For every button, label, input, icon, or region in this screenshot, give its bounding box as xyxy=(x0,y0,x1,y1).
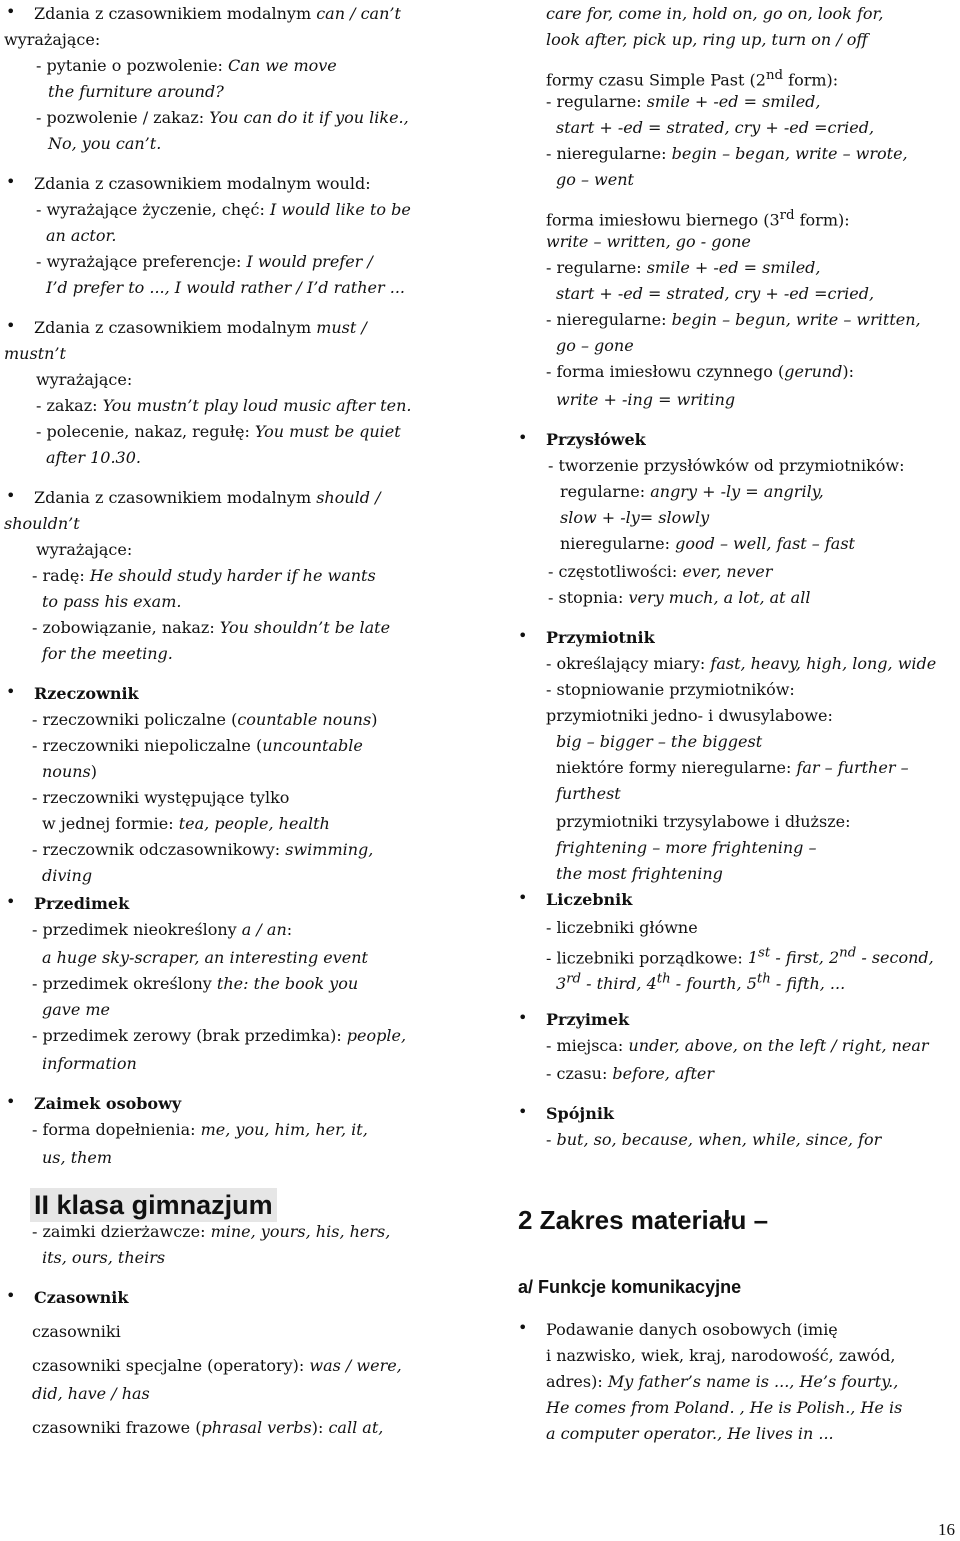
bullet-icon: • xyxy=(6,172,16,191)
left-text-line: - wyrażające życzenie, chęć: I would like to be xyxy=(36,200,411,219)
right-text-line: Liczebnik xyxy=(546,890,633,909)
left-text-line: - rzeczowniki policzalne (countable nouns) xyxy=(32,710,378,729)
left-text-line: an actor. xyxy=(46,226,117,245)
bullet-icon: • xyxy=(6,682,16,701)
left-text-line: - zobowiązanie, nakaz: You shouldn’t be late xyxy=(32,618,391,637)
left-text-line: - przedimek nieokreślony a / an: xyxy=(32,920,293,939)
right-text-line: look after, pick up, ring up, turn on / off xyxy=(546,30,868,49)
right-text-line: slow + -ly= slowly xyxy=(560,508,710,527)
right-text-line: - nieregularne: begin – began, write – wrote, xyxy=(546,144,908,163)
left-text-line: - forma dopełnienia: me, you, him, her, it, xyxy=(32,1120,368,1139)
left-text-line: - pozwolenie / zakaz: You can do it if you like., xyxy=(36,108,409,127)
left-text-line: shouldn’t xyxy=(4,514,80,533)
right-text-line: Przyimek xyxy=(546,1010,630,1029)
right-text-line: - liczebniki porządkowe: 1st - first, 2nd - second, xyxy=(546,946,934,968)
right-text-line: furthest xyxy=(556,784,621,803)
subheading-funkcje: a/ Funkcje komunikacyjne xyxy=(518,1277,742,1297)
left-text-line: - rzeczownik odczasownikowy: swimming, xyxy=(32,840,374,859)
left-text-line: wyrażające: xyxy=(4,30,101,49)
left-text-line: - wyrażające preferencje: I would prefer / xyxy=(36,252,373,271)
right-text-line: start + -ed = strated, cry + -ed =cried, xyxy=(556,118,875,137)
right-text-line: niektóre formy nieregularne: far – further – xyxy=(556,758,909,777)
right-text-line: - liczebniki główne xyxy=(546,918,698,937)
bullet-icon: • xyxy=(6,316,16,335)
left-text-line: after 10.30. xyxy=(46,448,141,467)
right-text-line: write – written, go - gone xyxy=(546,232,751,251)
bullet-icon: • xyxy=(6,486,16,505)
left-text-line: Rzeczownik xyxy=(34,684,139,703)
right-text-line: - stopnia: very much, a lot, at all xyxy=(548,588,811,607)
left-text-line: czasowniki specjalne (operatory): was / were, xyxy=(32,1356,402,1375)
section-heading-gimnazjum: II klasa gimnazjum xyxy=(30,1188,277,1222)
page-number: 16 xyxy=(938,1520,955,1539)
right-text-line: Przymiotnik xyxy=(546,628,655,647)
right-text-line: nieregularne: good – well, fast – fast xyxy=(560,534,855,553)
right-text-line: adres): My father’s name is ..., He’s fourty., xyxy=(546,1372,899,1391)
section-heading-zakres: 2 Zakres materiału – xyxy=(518,1205,769,1235)
left-text-line: Zaimek osobowy xyxy=(34,1094,182,1113)
right-text-line: frightening – more frightening – xyxy=(556,838,817,857)
left-text-line: for the meeting. xyxy=(42,644,173,663)
left-text-line: to pass his exam. xyxy=(42,592,182,611)
right-text-line: - tworzenie przysłówków od przymiotników: xyxy=(548,456,905,475)
left-text-line: nouns) xyxy=(42,762,98,781)
right-text-line: regularne: angry + -ly = angrily, xyxy=(560,482,824,501)
left-text-line: - rzeczowniki występujące tylko xyxy=(32,788,290,807)
left-text-line: us, them xyxy=(42,1148,113,1167)
bullet-icon: • xyxy=(518,1102,528,1121)
left-text-line: w jednej formie: tea, people, health xyxy=(42,814,330,833)
left-text-line: Zdania z czasownikiem modalnym should / xyxy=(34,488,381,507)
left-text-line: - pytanie o pozwolenie: Can we move xyxy=(36,56,337,75)
left-text-line: czasowniki xyxy=(32,1322,121,1341)
right-text-line: - regularne: smile + -ed = smiled, xyxy=(546,92,821,111)
bullet-icon: • xyxy=(6,892,16,911)
left-text-line: mustn’t xyxy=(4,344,66,363)
left-text-line: gave me xyxy=(42,1000,111,1019)
left-text-line: I’d prefer to ..., I would rather / I’d rather ... xyxy=(46,278,405,297)
left-text-line: Zdania z czasownikiem modalnym must / xyxy=(34,318,367,337)
left-text-line: the furniture around? xyxy=(48,82,224,101)
left-text-line: did, have / has xyxy=(32,1384,150,1403)
right-text-line: Podawanie danych osobowych (imię xyxy=(546,1320,838,1339)
bullet-icon: • xyxy=(6,1286,16,1305)
left-text-line: - przedimek określony the: the book you xyxy=(32,974,359,993)
right-text-line: - miejsca: under, above, on the left / right, near xyxy=(546,1036,929,1055)
left-text-line: - polecenie, nakaz, regułę: You must be quiet xyxy=(36,422,401,441)
left-text-line: information xyxy=(42,1054,137,1073)
left-text-line: its, ours, theirs xyxy=(42,1248,166,1267)
bullet-icon: • xyxy=(518,1008,528,1027)
right-text-line: He comes from Poland. , He is Polish., He is xyxy=(546,1398,903,1417)
right-text-line: forma imiesłowu biernego (3rd form): xyxy=(546,208,850,230)
right-text-line: - częstotliwości: ever, never xyxy=(548,562,773,581)
bullet-icon: • xyxy=(518,626,528,645)
right-text-line: go – went xyxy=(556,170,634,189)
left-text-line: Zdania z czasownikiem modalnym can / can’t xyxy=(34,4,401,23)
bullet-icon: • xyxy=(6,1092,16,1111)
right-text-line: a computer operator., He lives in ... xyxy=(546,1424,834,1443)
left-text-line: - radę: He should study harder if he wants xyxy=(32,566,376,585)
bullet-icon: • xyxy=(518,1318,528,1337)
left-text-line: - rzeczowniki niepoliczalne (uncountable xyxy=(32,736,363,755)
right-text-line: przymiotniki jedno- i dwusylabowe: xyxy=(546,706,833,725)
bullet-icon: • xyxy=(518,888,528,907)
right-text-line: write + -ing = writing xyxy=(556,390,736,409)
left-text-line: wyrażające: xyxy=(36,540,133,559)
right-text-line: - nieregularne: begin – begun, write – written, xyxy=(546,310,921,329)
right-text-line: start + -ed = strated, cry + -ed =cried, xyxy=(556,284,875,303)
left-text-line: a huge sky-scraper, an interesting event xyxy=(42,948,368,967)
left-text-line: No, you can’t. xyxy=(48,134,162,153)
right-text-line: formy czasu Simple Past (2nd form): xyxy=(546,68,839,90)
left-text-line: Czasownik xyxy=(34,1288,129,1307)
right-text-line: przymiotniki trzysylabowe i dłuższe: xyxy=(556,812,851,831)
right-text-line: - czasu: before, after xyxy=(546,1064,714,1083)
right-text-line: 3rd - third, 4th - fourth, 5th - fifth, ... xyxy=(556,972,846,994)
right-text-line: - forma imiesłowu czynnego (gerund): xyxy=(546,362,855,381)
right-text-line: - but, so, because, when, while, since, for xyxy=(546,1130,882,1149)
left-text-line: czasowniki frazowe (phrasal verbs): call at, xyxy=(32,1418,384,1437)
right-text-line: - stopniowanie przymiotników: xyxy=(546,680,795,699)
right-text-line: i nazwisko, wiek, kraj, narodowość, zawód, xyxy=(546,1346,896,1365)
right-text-line: Spójnik xyxy=(546,1104,614,1123)
right-text-line: big – bigger – the biggest xyxy=(556,732,763,751)
right-text-line: - regularne: smile + -ed = smiled, xyxy=(546,258,821,277)
left-text-line: - przedimek zerowy (brak przedimka): people, xyxy=(32,1026,407,1045)
right-text-line: the most frightening xyxy=(556,864,723,883)
right-text-line: go – gone xyxy=(556,336,634,355)
left-text-line: - zaimki dzierżawcze: mine, yours, his, hers, xyxy=(32,1222,391,1241)
left-text-line: wyrażające: xyxy=(36,370,133,389)
bullet-icon: • xyxy=(518,428,528,447)
right-text-line: care for, come in, hold on, go on, look for, xyxy=(546,4,884,23)
bullet-icon: • xyxy=(6,2,16,21)
right-text-line: Przysłówek xyxy=(546,430,646,449)
left-text-line: diving xyxy=(42,866,93,885)
right-text-line: - określający miary: fast, heavy, high, long, wide xyxy=(546,654,937,673)
left-text-line: Zdania z czasownikiem modalnym would: xyxy=(34,174,371,193)
left-text-line: - zakaz: You mustn’t play loud music after ten. xyxy=(36,396,412,415)
left-text-line: Przedimek xyxy=(34,894,130,913)
